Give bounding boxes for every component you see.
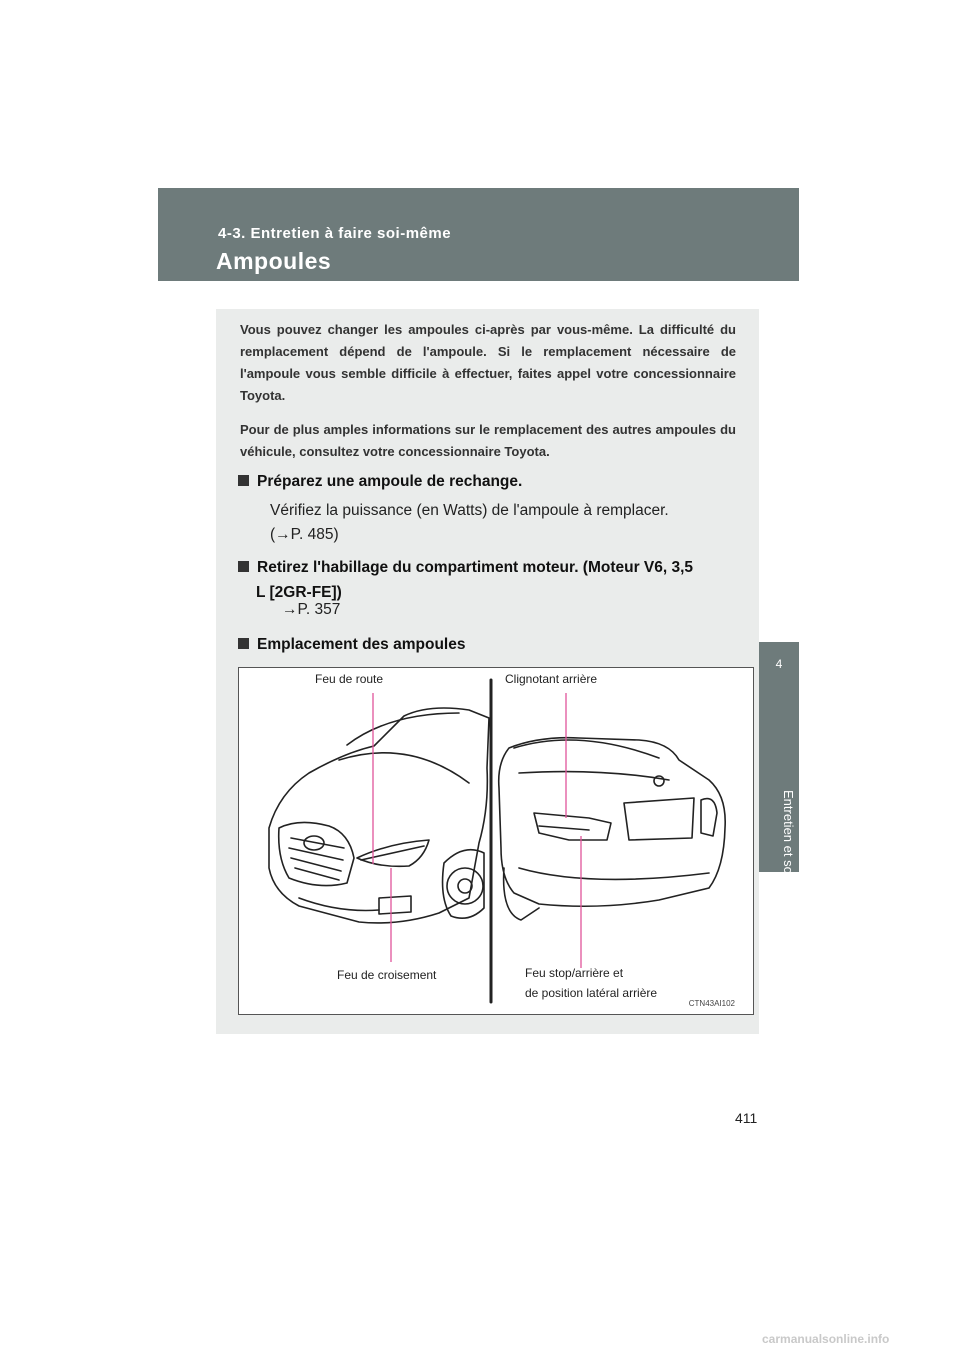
page-title: Ampoules [216, 248, 332, 274]
label-high-beam: Feu de route [315, 672, 384, 686]
pointer-lines [373, 693, 581, 968]
square-bullet-icon [238, 475, 249, 486]
watermark: carmanualsonline.info [762, 1332, 890, 1346]
bulb-location-figure [238, 667, 754, 1015]
car-illustration [239, 668, 753, 1014]
section-heading-engine-cover [238, 555, 738, 605]
heading-text: Retirez l'habillage du compartiment moteur. (Moteur V6, 3,5 [257, 559, 694, 576]
section-body-spare-bulb [270, 499, 669, 547]
label-low-beam: Feu de croisement [337, 968, 437, 982]
heading-text: Emplacement des ampoules [257, 636, 466, 653]
page-reference-link[interactable]: (→P. 485) [270, 526, 339, 543]
chapter-label: Entretien et soin [781, 790, 796, 884]
label-rear-turn-signal: Clignotant arrière [505, 672, 598, 686]
chapter-header [158, 188, 799, 281]
label-stop-tail-line-1: Feu stop/arrière et [525, 966, 624, 980]
front-car-drawing [269, 708, 489, 923]
chapter-number: 4 [775, 657, 783, 671]
page-number: 411 [735, 1110, 758, 1126]
label-stop-tail-line-2: de position latéral arrière [525, 986, 658, 1000]
page-reference-link[interactable]: →P. 357 [282, 601, 341, 618]
heading-text-continued: L [2GR-FE]) [256, 584, 342, 601]
section-heading-bulb-location [238, 636, 465, 654]
intro-paragraph-1: Vous pouvez changer les ampoules ci-après par vous-même. La difficulté du remplacement dépend de l'ampoule. Si le remplacement nécessaire de l'ampoule vous semble difficile à effectuer, faites appel votre concessionnaire Toyota. [240, 322, 736, 403]
body-line: Vérifiez la puissance (en Watts) de l'ampoule à remplacer. [270, 502, 669, 519]
figure-code: CTN43AI102 [688, 999, 735, 1008]
chapter-side-tab[interactable] [759, 642, 799, 884]
content-box [216, 309, 759, 1034]
section-label: 4-3. Entretien à faire soi-même [218, 225, 452, 242]
square-bullet-icon [238, 638, 249, 649]
section-heading-spare-bulb [238, 473, 522, 491]
intro-paragraph-2: Pour de plus amples informations sur le remplacement des autres ampoules du véhicule, consultez votre concessionnaire Toyota. [240, 422, 736, 459]
rear-car-drawing [499, 738, 725, 920]
square-bullet-icon [238, 561, 249, 572]
heading-text: Préparez une ampoule de rechange. [257, 473, 523, 490]
